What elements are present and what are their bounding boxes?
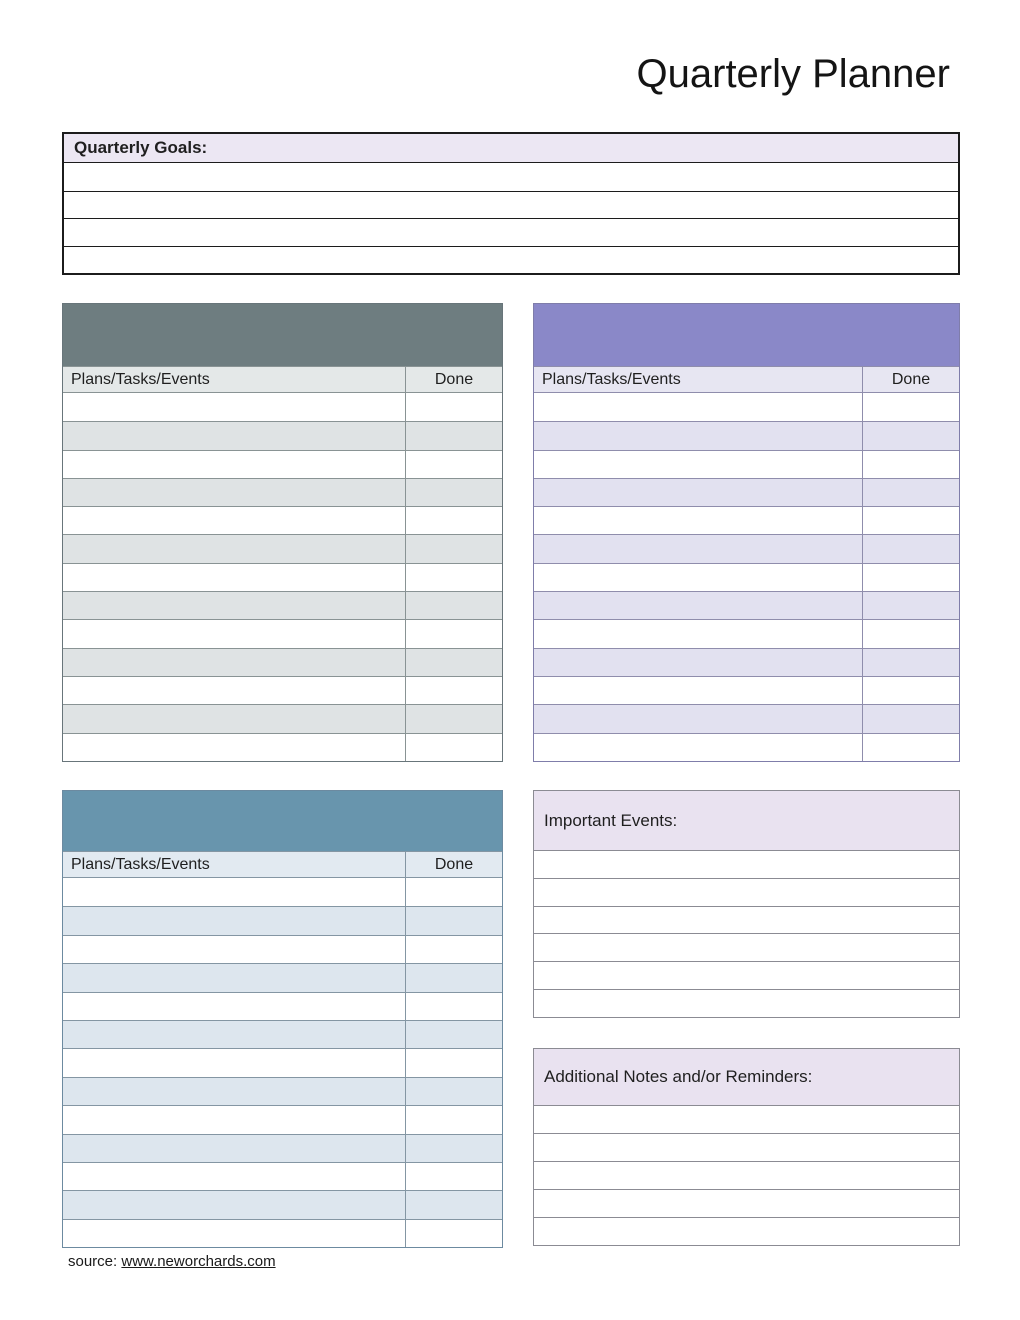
source-line [68,1253,276,1270]
task-cell [63,620,405,647]
task-cell [63,1021,405,1048]
task-cell [534,507,862,534]
done-cell [862,507,959,534]
task-row [534,506,959,534]
task-row [63,1219,502,1247]
plans-column-label: Plans/Tasks/Events [71,855,210,873]
done-column-label: Done [405,367,502,392]
task-cell [534,677,862,704]
additional-notes-rows [534,1105,959,1245]
additional-notes-label: Additional Notes and/or Reminders: [544,1067,813,1086]
task-row [63,1020,502,1048]
done-cell [405,677,502,704]
events-row [534,933,959,961]
task-cell [63,964,405,991]
done-cell [405,1163,502,1190]
task-row [63,704,502,732]
task-cell [63,705,405,732]
done-cell [862,479,959,506]
task-row [63,676,502,704]
task-row [534,676,959,704]
source-label: source: [68,1253,118,1270]
task-cell [63,1049,405,1076]
task-row [63,963,502,991]
task-cell [63,535,405,562]
task-cell [63,993,405,1020]
notes-row [534,1217,959,1245]
done-cell [405,705,502,732]
task-row [534,534,959,562]
task-row [63,1190,502,1218]
task-cell [63,1163,405,1190]
notes-row [534,1133,959,1161]
additional-notes-header [534,1049,959,1105]
done-cell [862,393,959,421]
done-cell [405,535,502,562]
task-cell [63,451,405,478]
goals-row [64,163,958,191]
month-2-column-header [534,366,959,393]
task-cell [63,1220,405,1247]
important-events-header [534,791,959,850]
done-column-label: Done [862,367,959,392]
important-events-section [533,790,960,1018]
done-cell [405,507,502,534]
done-cell [862,535,959,562]
task-cell [63,878,405,906]
done-cell [405,964,502,991]
done-cell [862,677,959,704]
done-cell [405,1220,502,1247]
task-row [63,421,502,449]
task-row [63,935,502,963]
done-cell [862,620,959,647]
done-cell [405,649,502,676]
task-row [63,733,502,761]
task-cell [63,592,405,619]
task-cell [63,422,405,449]
done-cell [405,936,502,963]
done-cell [405,564,502,591]
task-cell [534,705,862,732]
done-cell [405,878,502,906]
task-row [534,648,959,676]
month-1-rows [63,393,502,761]
goals-row [64,218,958,246]
page-title: Quarterly Planner [636,52,950,96]
done-cell [405,592,502,619]
notes-row [534,1161,959,1189]
task-row [63,878,502,906]
done-cell [862,422,959,449]
task-cell [63,507,405,534]
task-cell [63,907,405,934]
plans-column-label: Plans/Tasks/Events [542,370,681,388]
task-cell [63,1106,405,1133]
done-cell [405,620,502,647]
task-row [63,619,502,647]
notes-row [534,1189,959,1217]
task-cell [534,451,862,478]
done-cell [405,393,502,421]
task-cell [63,936,405,963]
month-3-column-header [63,851,502,878]
month-table-3 [62,790,503,1248]
done-cell [862,564,959,591]
quarterly-goals-label: Quarterly Goals: [74,138,208,157]
task-cell [534,734,862,761]
month-3-rows [63,878,502,1247]
task-row [534,704,959,732]
task-cell [534,564,862,591]
task-row [63,563,502,591]
done-cell [405,1078,502,1105]
month-1-column-header [63,366,502,393]
source-link[interactable]: www.neworchards.com [121,1253,276,1270]
done-cell [862,734,959,761]
task-row [534,421,959,449]
month-table-1 [62,303,503,762]
quarterly-goals-section [62,132,960,275]
done-cell [405,1135,502,1162]
done-cell [405,1021,502,1048]
done-cell [862,592,959,619]
important-events-label: Important Events: [544,810,678,830]
done-cell [405,479,502,506]
task-cell [534,535,862,562]
task-row [63,534,502,562]
task-row [63,1048,502,1076]
events-row [534,961,959,989]
task-cell [63,479,405,506]
task-row [534,563,959,591]
task-cell [63,649,405,676]
done-cell [405,993,502,1020]
task-row [63,1077,502,1105]
events-row [534,906,959,934]
task-row [534,591,959,619]
task-cell [63,1135,405,1162]
task-row [63,478,502,506]
quarterly-goals-header [64,134,958,163]
task-row [63,648,502,676]
done-cell [405,451,502,478]
done-cell [862,705,959,732]
task-cell [534,620,862,647]
task-row [63,992,502,1020]
task-cell [534,422,862,449]
goals-row [64,191,958,219]
task-cell [534,649,862,676]
task-row [63,506,502,534]
done-cell [405,1191,502,1218]
task-row [63,1105,502,1133]
done-cell [405,1049,502,1076]
task-cell [63,564,405,591]
month-table-2 [533,303,960,762]
task-row [534,393,959,421]
done-column-label: Done [405,852,502,877]
task-row [63,1134,502,1162]
task-row [63,450,502,478]
month-1-banner [63,304,502,366]
task-row [534,478,959,506]
month-3-banner [63,791,502,851]
additional-notes-section [533,1048,960,1246]
task-row [63,393,502,421]
task-cell [534,393,862,421]
notes-row [534,1105,959,1133]
done-cell [862,451,959,478]
goals-row [64,246,958,274]
plans-column-label: Plans/Tasks/Events [71,370,210,388]
task-cell [534,479,862,506]
done-cell [862,649,959,676]
task-cell [63,1191,405,1218]
events-row [534,850,959,878]
events-row [534,989,959,1017]
done-cell [405,907,502,934]
important-events-rows [534,850,959,1017]
task-cell [63,1078,405,1105]
task-row [534,733,959,761]
quarterly-goals-rows [64,163,958,273]
task-row [63,906,502,934]
task-row [534,619,959,647]
done-cell [405,734,502,761]
task-cell [534,592,862,619]
task-row [63,1162,502,1190]
done-cell [405,422,502,449]
task-cell [63,734,405,761]
month-2-rows [534,393,959,761]
month-2-banner [534,304,959,366]
events-row [534,878,959,906]
done-cell [405,1106,502,1133]
task-row [63,591,502,619]
task-row [534,450,959,478]
task-cell [63,393,405,421]
task-cell [63,677,405,704]
